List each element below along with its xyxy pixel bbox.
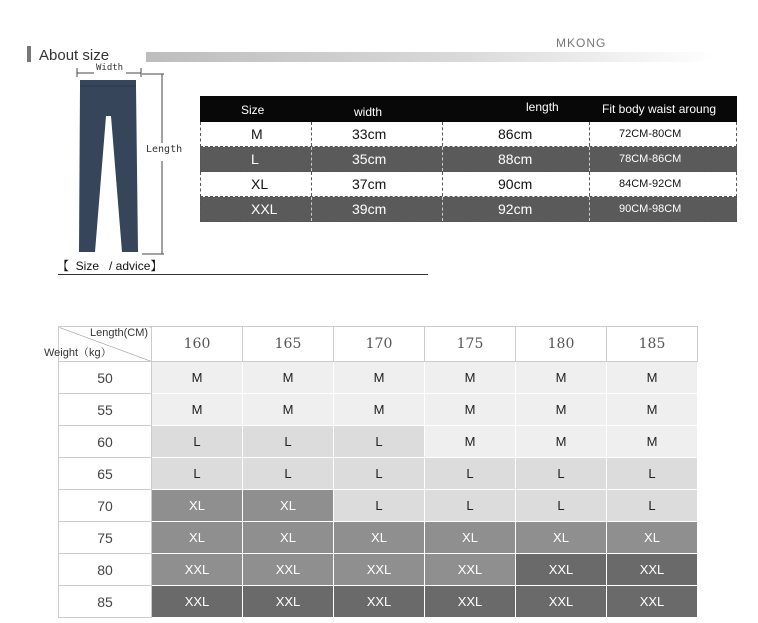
section-title: About size — [39, 47, 110, 64]
size-cell: XL — [243, 490, 334, 522]
column-divider — [589, 172, 590, 196]
size-cell: XL — [152, 490, 243, 522]
column-divider — [589, 147, 590, 171]
size-cell: XL — [334, 522, 425, 554]
size-cell: XXL — [243, 586, 334, 618]
column-divider — [589, 122, 590, 146]
size-cell: XXL — [243, 554, 334, 586]
length-cell: 90cm — [498, 176, 533, 192]
size-cell: M — [425, 394, 516, 426]
length-dimension-icon — [140, 73, 166, 255]
header-accent-bar — [27, 46, 31, 62]
column-divider — [442, 147, 443, 171]
length-cell: 92cm — [498, 201, 533, 217]
weight-label: 65 — [59, 458, 152, 490]
size-cell: XL — [152, 522, 243, 554]
size-cell: L — [607, 458, 698, 490]
table-row — [59, 522, 698, 554]
size-advice-label: 【 Size / advice】 — [57, 259, 163, 273]
width-cell: 39cm — [352, 201, 387, 217]
header-gradient-line — [146, 52, 716, 62]
size-cell: M — [243, 362, 334, 394]
size-cell: M — [425, 426, 516, 458]
size-cell: M — [152, 394, 243, 426]
weight-label: 50 — [59, 362, 152, 394]
size-cell: M — [243, 394, 334, 426]
size-cell: L — [516, 458, 607, 490]
size-cell: L — [425, 458, 516, 490]
height-header: 170 — [334, 327, 425, 362]
width-dimension-icon — [76, 66, 142, 78]
column-divider — [442, 172, 443, 196]
size-cell: L — [152, 458, 243, 490]
table-row — [59, 586, 698, 618]
size-cell: XL — [425, 522, 516, 554]
size-cell: L — [334, 490, 425, 522]
height-header: 175 — [425, 327, 516, 362]
size-cell: XXL — [152, 554, 243, 586]
size-cell: M — [251, 126, 263, 142]
size-cell: M — [516, 362, 607, 394]
corner-length-label: Length(CM) — [90, 327, 149, 339]
size-cell: XXL — [425, 554, 516, 586]
fit-waist-cell: 90CM-98CM — [619, 203, 682, 215]
width-cell: 37cm — [352, 176, 387, 192]
size-table — [200, 96, 737, 222]
advice-underline — [58, 274, 428, 275]
size-cell: L — [607, 490, 698, 522]
table-row — [59, 554, 698, 586]
size-cell: L — [516, 490, 607, 522]
column-divider — [311, 147, 312, 171]
table-row — [59, 458, 698, 490]
column-divider — [311, 172, 312, 196]
size-table-row — [200, 172, 737, 197]
size-cell: M — [607, 362, 698, 394]
size-cell: L — [334, 426, 425, 458]
size-cell: XL — [607, 522, 698, 554]
table-row — [59, 362, 698, 394]
size-cell: L — [425, 490, 516, 522]
column-divider — [311, 122, 312, 146]
size-cell: XL — [516, 522, 607, 554]
size-table-row — [200, 147, 737, 172]
weight-label: 80 — [59, 554, 152, 586]
size-table-row — [200, 122, 737, 147]
height-header: 185 — [607, 327, 698, 362]
size-cell: M — [516, 426, 607, 458]
weight-label: 70 — [59, 490, 152, 522]
column-divider — [442, 122, 443, 146]
size-cell: XXL — [334, 554, 425, 586]
fit-waist-cell: 84CM-92CM — [619, 178, 682, 190]
size-cell: M — [425, 362, 516, 394]
height-header: 160 — [152, 327, 243, 362]
fit-waist-cell: 78CM-86CM — [619, 153, 682, 165]
header-size: Size — [241, 103, 265, 117]
size-cell: XXL — [607, 554, 698, 586]
size-cell: L — [243, 458, 334, 490]
header-width: width — [354, 105, 383, 119]
table-corner — [44, 327, 152, 362]
column-divider — [311, 197, 312, 221]
width-cell: 33cm — [352, 126, 387, 142]
size-cell: M — [334, 394, 425, 426]
size-cell: XL — [243, 522, 334, 554]
size-cell: L — [251, 151, 259, 167]
length-cell: 88cm — [498, 151, 533, 167]
size-cell: XXL — [516, 586, 607, 618]
size-cell: XL — [251, 176, 269, 192]
size-table-row — [200, 197, 737, 222]
size-cell: M — [607, 394, 698, 426]
pants-icon — [76, 80, 140, 255]
size-table-header — [200, 96, 737, 122]
size-cell: XXL — [607, 586, 698, 618]
width-cell: 35cm — [352, 151, 387, 167]
header-fit-waist: Fit body waist aroung — [602, 102, 717, 116]
size-recommendation-table — [44, 326, 698, 618]
size-cell: M — [152, 362, 243, 394]
column-divider — [442, 197, 443, 221]
brand-label: MKONG — [556, 36, 607, 50]
table-row — [59, 490, 698, 522]
size-cell: XXL — [251, 201, 278, 217]
size-cell: M — [607, 426, 698, 458]
weight-label: 55 — [59, 394, 152, 426]
weight-label: 75 — [59, 522, 152, 554]
size-cell: XXL — [516, 554, 607, 586]
column-divider — [589, 197, 590, 221]
length-cell: 86cm — [498, 126, 533, 142]
width-label: Width — [96, 63, 124, 73]
corner-weight-label: Weight（kg） — [44, 347, 112, 359]
size-cell: L — [334, 458, 425, 490]
fit-waist-cell: 72CM-80CM — [619, 128, 682, 140]
size-cell: XXL — [334, 586, 425, 618]
weight-label: 60 — [59, 426, 152, 458]
length-label: Length — [146, 144, 183, 155]
height-header: 165 — [243, 327, 334, 362]
size-cell: L — [243, 426, 334, 458]
size-cell: L — [152, 426, 243, 458]
table-row — [59, 426, 698, 458]
weight-label: 85 — [59, 586, 152, 618]
size-cell: M — [334, 362, 425, 394]
size-cell: M — [516, 394, 607, 426]
height-header: 180 — [516, 327, 607, 362]
header-length: length — [526, 100, 559, 114]
size-cell: XXL — [425, 586, 516, 618]
size-cell: XXL — [152, 586, 243, 618]
table-row — [59, 394, 698, 426]
